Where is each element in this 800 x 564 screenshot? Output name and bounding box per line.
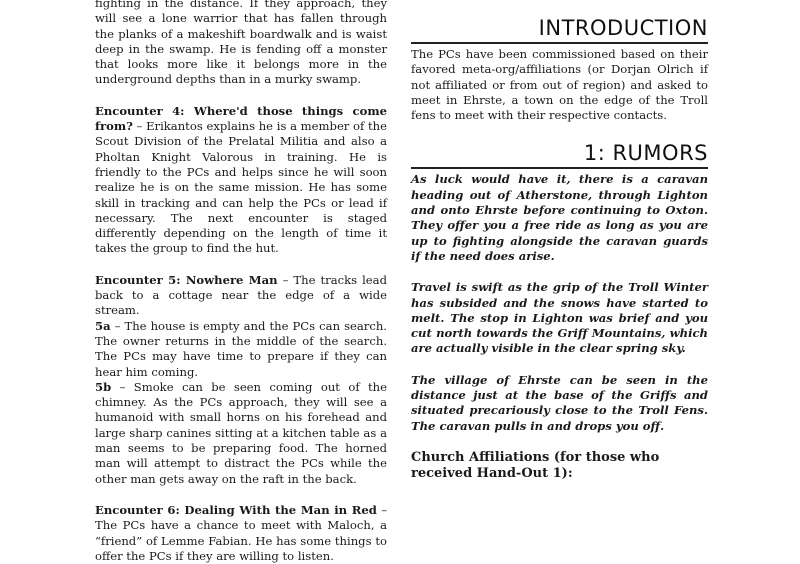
right-column xyxy=(411,0,708,482)
church-affiliations-heading: Church Affiliations (for those who received Hand-Out 1): xyxy=(411,449,660,481)
rumor-paragraph: The village of Ehrste can be seen in the distance just at the base of the Griffs and situated precariously close to the Troll Fens. The caravan pulls in and drops you off. xyxy=(411,372,708,433)
rumor-paragraph: As luck would have it, there is a caravan heading out of Atherstone, through Lighton and onto Ehrste before continuing to Oxton. They offer you a free ride as long as you are up to fighting alongside the caravan guards if the need does arise. xyxy=(411,172,708,263)
encounter-5b-label: 5b xyxy=(95,379,112,394)
introduction-heading: INTRODUCTION xyxy=(411,16,708,44)
encounter-3-continuation: fighting in the distance. If they approach, they will see a lone warrior that has fallen through the planks of a makeshift boardwalk and is waist deep in the swamp. He is fending off a monster that looks more like it belongs more in the underground depths than in a murky swamp. xyxy=(95,0,387,87)
encounter-5a-label: 5a xyxy=(95,318,111,333)
encounter-6-title: Encounter 6: Dealing With the Man in Red xyxy=(95,502,377,517)
rumor-paragraph: Travel is swift as the grip of the Troll Winter has subsided and the snows have started to melt. The stop in Lighton was brief and you cut north towards the Griff Mountains, which are actually visible in the clear spring sky. xyxy=(411,280,708,356)
introduction-text: The PCs have been commissioned based on their favored meta-org/affiliations (or Dorjan Olrich if not affiliated or from out of region) and asked to meet in Ehrste, a town on the edge of the Troll fens to meet with their respective contacts. xyxy=(411,47,708,123)
rumors-heading: 1: RUMORS xyxy=(411,141,708,169)
encounter-5b-paragraph xyxy=(95,380,387,487)
encounter-4-paragraph xyxy=(95,104,387,257)
encounter-4-body: – Erikantos explains he is a member of the Scout Division of the Prelatal Militia and also a Pholtan Knight Valorous in training. He is friendly to the PCs and helps since he will soon realize he is on the same mission. He has some skill in tracking and can help the PCs or lead if necessary. The next encounter is staged differently depending on the length of time it takes the group to find the hut. xyxy=(95,119,387,256)
left-column xyxy=(95,0,387,564)
encounter-6-paragraph xyxy=(95,503,387,564)
encounter-5-title: Encounter 5: Nowhere Man xyxy=(95,272,278,287)
encounter-5b-body: – Smoke can be seen coming out of the chimney. As the PCs approach, they will see a humanoid with small horns on his forehead and large sharp canines sitting at a kitchen table as a man seems to be preparing food. The horned man will attempt to distract the PCs while the other man gets away on the raft in the back. xyxy=(95,379,387,486)
encounter-6-body: – The PCs have a chance to meet with Maloch, a “friend” of Lemme Fabian. He has some things to offer the PCs if they are willing to listen. xyxy=(95,502,387,563)
encounter-4-title: Encounter 4: Where'd those things come from? xyxy=(95,103,387,134)
encounter-5a-paragraph xyxy=(95,319,387,380)
encounter-5a-body: – The house is empty and the PCs can search. The owner returns in the middle of the search. The PCs may have time to prepare if they can hear him coming. xyxy=(95,318,387,379)
encounter-5-body: – The tracks lead back to a cottage near the edge of a wide stream. xyxy=(95,272,387,318)
encounter-5-paragraph xyxy=(95,273,387,319)
